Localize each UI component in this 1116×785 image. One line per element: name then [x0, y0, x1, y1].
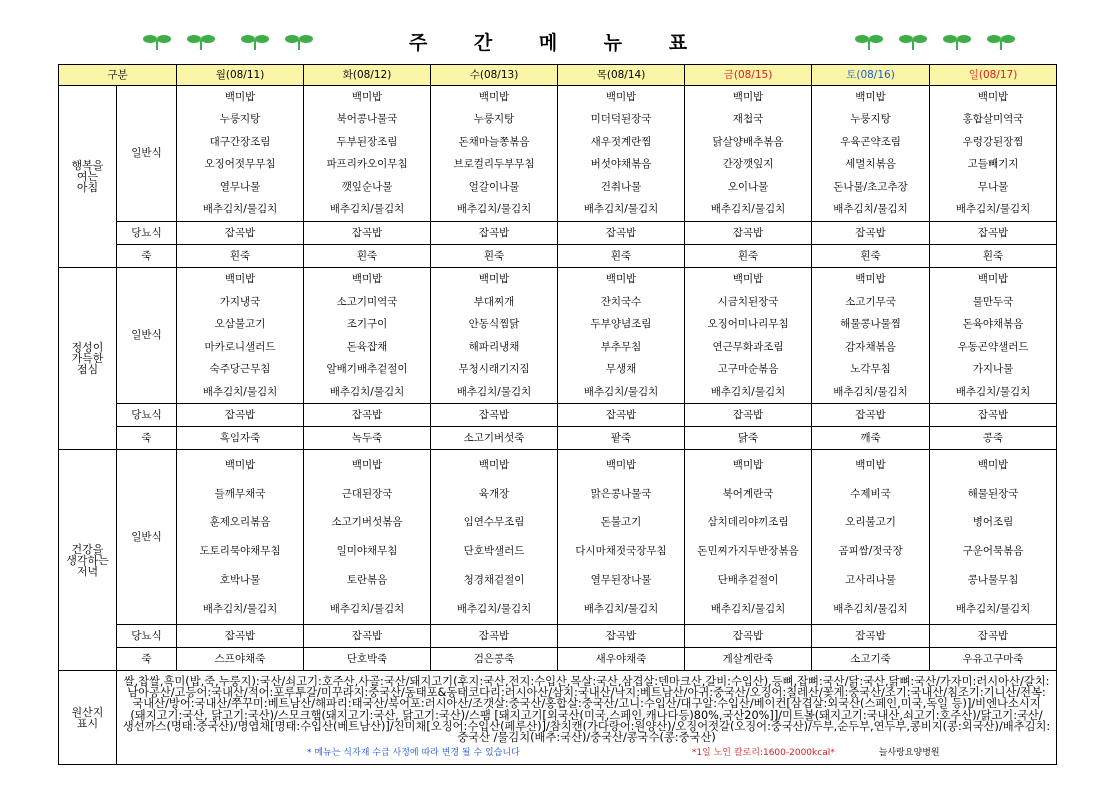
diabetic-diet-label: 당뇨식	[117, 221, 177, 244]
menu-item: 배추김치/물김치	[329, 603, 405, 616]
menu-item: 배추김치/물김치	[456, 385, 532, 398]
menu-item: 재첩국	[732, 113, 764, 126]
menu-item: 배추김치/물김치	[955, 385, 1031, 398]
diabetic-menu-cell: 잡곡밥	[930, 221, 1057, 244]
menu-item: 안동식찜닭	[468, 318, 520, 331]
day-header-sat: 토(08/16)	[812, 65, 930, 86]
porridge-menu-cell: 소고기버섯죽	[431, 427, 558, 450]
regular-menu-cell	[431, 450, 558, 625]
menu-item: 백미밥	[605, 90, 637, 103]
origin-label: 원산지 표시	[59, 671, 117, 765]
menu-item: 물만두국	[972, 295, 1014, 308]
menu-item: 오리불고기	[845, 516, 896, 529]
menu-item: 백미밥	[732, 458, 764, 471]
menu-item: 미더덕된장국	[590, 113, 652, 126]
menu-item: 우동곤약샐러드	[957, 340, 1029, 353]
porridge-menu-cell: 팥죽	[558, 427, 685, 450]
menu-item: 백미밥	[732, 273, 764, 286]
menu-item: 곰피쌈/젓국장	[838, 545, 903, 558]
meal-label-dinner: 건강을 생각하는 저녁	[59, 450, 117, 671]
menu-item: 돈민찌가지두반장볶음	[697, 545, 799, 558]
menu-item: 돈육야채볶음	[962, 318, 1024, 331]
menu-item: 배추김치/물김치	[329, 385, 405, 398]
menu-item: 버섯야채볶음	[590, 158, 652, 171]
day-header-sun: 일(08/17)	[930, 65, 1057, 86]
regular-menu-cell	[304, 86, 431, 222]
menu-item: 수제비국	[850, 487, 891, 500]
menu-item: 북어콩나물국	[336, 113, 398, 126]
meal-label-breakfast: 행복을 여는 아침	[59, 86, 117, 268]
menu-item: 무생채	[605, 363, 637, 376]
menu-item: 오삼불고기	[214, 318, 266, 331]
porridge-diet-label: 죽	[117, 245, 177, 268]
calorie-note: *1일 노인 칼로리:1600-2000kcal*	[691, 747, 835, 758]
porridge-menu-cell: 닭죽	[685, 427, 812, 450]
menu-item: 무나물	[977, 180, 1009, 193]
menu-item: 백미밥	[478, 458, 510, 471]
menu-item: 단호박샐러드	[463, 545, 525, 558]
porridge-menu-cell: 녹두죽	[304, 427, 431, 450]
menu-item: 숙주당근무침	[209, 363, 271, 376]
menu-item: 소고기버섯볶음	[331, 516, 403, 529]
menu-item: 배추김치/물김치	[710, 603, 786, 616]
menu-item: 새우젓계란찜	[590, 135, 652, 148]
day-header-tue: 화(08/12)	[304, 65, 431, 86]
diabetic-menu-cell: 잡곡밥	[685, 404, 812, 427]
menu-item: 배추김치/물김치	[456, 203, 532, 216]
menu-item: 백미밥	[977, 458, 1009, 471]
hospital-name: 늘사랑요양병원	[878, 747, 940, 758]
diabetic-menu-cell: 잡곡밥	[558, 624, 685, 647]
menu-item: 백미밥	[224, 273, 256, 286]
menu-item: 배추김치/물김치	[833, 385, 908, 398]
menu-item: 배추김치/물김치	[710, 203, 786, 216]
diabetic-menu-cell: 잡곡밥	[558, 404, 685, 427]
porridge-menu-cell: 흑임자죽	[177, 427, 304, 450]
porridge-menu-cell: 콩죽	[930, 427, 1057, 450]
regular-menu-cell	[685, 86, 812, 222]
porridge-menu-cell: 검은콩죽	[431, 648, 558, 671]
porridge-menu-cell: 단호박죽	[304, 648, 431, 671]
diabetic-menu-cell: 잡곡밥	[177, 404, 304, 427]
menu-item: 백미밥	[605, 458, 637, 471]
footer-notes	[117, 746, 1056, 760]
menu-item: 콩나물무침	[967, 574, 1019, 587]
day-header-fri: 금(08/15)	[685, 65, 812, 86]
regular-menu-cell	[304, 268, 431, 404]
diabetic-diet-label: 당뇨식	[117, 624, 177, 647]
regular-menu-cell	[431, 86, 558, 222]
menu-item: 북어계란국	[722, 487, 774, 500]
menu-item: 누룽지탕	[850, 113, 891, 126]
menu-item: 배추김치/물김치	[833, 603, 908, 616]
menu-item: 도토리묵야채무침	[199, 545, 281, 558]
menu-item: 열무된장나물	[590, 574, 652, 587]
menu-item: 무청시래기지짐	[458, 363, 530, 376]
diabetic-menu-cell: 잡곡밥	[431, 624, 558, 647]
day-header-mon: 월(08/11)	[177, 65, 304, 86]
regular-menu-cell	[685, 450, 812, 625]
porridge-diet-label: 죽	[117, 427, 177, 450]
menu-item: 조기구이	[346, 318, 388, 331]
page-title: 주 간 메 뉴 표	[408, 32, 708, 54]
diabetic-menu-cell: 잡곡밥	[177, 624, 304, 647]
menu-item: 부추무침	[600, 340, 642, 353]
regular-menu-cell	[930, 450, 1057, 625]
origin-info	[117, 671, 1057, 765]
regular-menu-cell	[431, 268, 558, 404]
regular-menu-cell	[812, 450, 930, 625]
menu-item: 백미밥	[478, 90, 510, 103]
porridge-menu-cell: 깨죽	[812, 427, 930, 450]
regular-menu-cell	[558, 268, 685, 404]
porridge-diet-label: 죽	[117, 648, 177, 671]
regular-menu-cell	[812, 268, 930, 404]
regular-menu-cell	[304, 450, 431, 625]
menu-item: 대구간장조림	[209, 135, 271, 148]
menu-item: 백미밥	[977, 273, 1009, 286]
weekly-menu-table	[58, 64, 1057, 765]
menu-item: 건취나물	[600, 180, 642, 193]
menu-item: 배추김치/물김치	[583, 603, 659, 616]
porridge-menu-cell: 흰죽	[812, 245, 930, 268]
porridge-menu-cell: 우유고구마죽	[930, 648, 1057, 671]
menu-item: 배추김치/물김치	[202, 603, 278, 616]
menu-item: 백미밥	[977, 90, 1009, 103]
menu-item: 잔치국수	[600, 295, 642, 308]
menu-item: 해파리냉채	[468, 340, 520, 353]
menu-item: 간장깻잎지	[722, 158, 774, 171]
porridge-menu-cell: 흰죽	[304, 245, 431, 268]
menu-item: 오이나물	[727, 180, 769, 193]
menu-item: 세멸치볶음	[845, 158, 896, 171]
porridge-menu-cell: 소고기죽	[812, 648, 930, 671]
diabetic-menu-cell: 잡곡밥	[431, 221, 558, 244]
menu-item: 훈제오리볶음	[209, 516, 271, 529]
menu-item: 소고기무국	[845, 295, 896, 308]
porridge-menu-cell: 게살계란죽	[685, 648, 812, 671]
menu-item: 두부양념조림	[590, 318, 652, 331]
menu-item: 홍합살미역국	[962, 113, 1024, 126]
diabetic-menu-cell: 잡곡밥	[685, 624, 812, 647]
porridge-menu-cell: 흰죽	[685, 245, 812, 268]
menu-item: 누룽지탕	[473, 113, 515, 126]
menu-item: 배추김치/물김치	[202, 385, 278, 398]
menu-item: 백미밥	[478, 273, 510, 286]
day-header-thu: 목(08/14)	[558, 65, 685, 86]
regular-menu-cell	[558, 450, 685, 625]
menu-item: 배추김치/물김치	[202, 203, 278, 216]
menu-item: 백미밥	[732, 90, 764, 103]
menu-item: 호박나물	[219, 574, 261, 587]
menu-item: 맑은콩나물국	[590, 487, 652, 500]
menu-item: 알배기배추겉절이	[326, 363, 408, 376]
menu-item: 얼갈이나물	[468, 180, 520, 193]
menu-item: 근대된장국	[341, 487, 393, 500]
menu-item: 오징어미나리무침	[707, 318, 789, 331]
menu-item: 시금치된장국	[717, 295, 779, 308]
regular-menu-cell	[177, 86, 304, 222]
menu-item: 배추김치/물김치	[955, 203, 1031, 216]
menu-item: 마카로니샐러드	[204, 340, 276, 353]
menu-change-notice: * 메뉴는 식자재 수급 사정에 따라 변경 될 수 있습니다	[307, 747, 520, 758]
menu-item: 돈채마늘쫑볶음	[458, 135, 530, 148]
diabetic-menu-cell: 잡곡밥	[812, 404, 930, 427]
diabetic-menu-cell: 잡곡밥	[930, 404, 1057, 427]
regular-diet-label: 일반식	[117, 86, 177, 222]
regular-menu-cell	[558, 86, 685, 222]
menu-item: 돈불고기	[600, 516, 642, 529]
regular-diet-label: 일반식	[117, 268, 177, 404]
menu-item: 임연수무조림	[463, 516, 525, 529]
day-header-wed: 수(08/13)	[431, 65, 558, 86]
menu-item: 돈나물/초고추장	[833, 180, 908, 193]
porridge-menu-cell: 새우야채죽	[558, 648, 685, 671]
menu-item: 백미밥	[855, 273, 886, 286]
menu-item: 두부된장조림	[336, 135, 398, 148]
regular-menu-cell	[812, 86, 930, 222]
menu-item: 해물된장국	[967, 487, 1019, 500]
menu-item: 고구마순볶음	[717, 363, 779, 376]
menu-item: 백미밥	[224, 458, 256, 471]
menu-item: 병어조림	[972, 516, 1014, 529]
menu-item: 백미밥	[224, 90, 256, 103]
meal-label-lunch: 정성이 가득한 점심	[59, 268, 117, 450]
menu-item: 다시마채젓국장무침	[575, 545, 667, 558]
menu-item: 소고기미역국	[336, 295, 398, 308]
menu-item: 브로컬리두부무침	[453, 158, 535, 171]
menu-item: 들깨무채국	[214, 487, 266, 500]
diabetic-menu-cell: 잡곡밥	[558, 221, 685, 244]
category-header: 구분	[59, 65, 177, 86]
menu-item: 가지나물	[972, 363, 1014, 376]
menu-item: 파프리카오이무침	[326, 158, 408, 171]
menu-item: 노각무침	[850, 363, 891, 376]
menu-item: 배추김치/물김치	[833, 203, 908, 216]
menu-item: 고사리나물	[845, 574, 896, 587]
diabetic-menu-cell: 잡곡밥	[304, 221, 431, 244]
menu-item: 일미야채무침	[336, 545, 398, 558]
regular-diet-label: 일반식	[117, 450, 177, 625]
menu-item: 구운어묵볶음	[962, 545, 1024, 558]
menu-item: 배추김치/물김치	[710, 385, 786, 398]
diabetic-menu-cell: 잡곡밥	[304, 624, 431, 647]
menu-item: 백미밥	[605, 273, 637, 286]
menu-item: 누룽지탕	[219, 113, 261, 126]
porridge-menu-cell: 흰죽	[431, 245, 558, 268]
regular-menu-cell	[177, 268, 304, 404]
menu-item: 깻잎순나물	[341, 180, 393, 193]
menu-item: 가지냉국	[219, 295, 261, 308]
diabetic-menu-cell: 잡곡밥	[304, 404, 431, 427]
menu-item: 청경채겉절이	[463, 574, 525, 587]
menu-item: 우육곤약조림	[840, 135, 901, 148]
diabetic-menu-cell: 잡곡밥	[431, 404, 558, 427]
menu-item: 우렁강된장찜	[962, 135, 1024, 148]
menu-item: 배추김치/물김치	[329, 203, 405, 216]
regular-menu-cell	[930, 268, 1057, 404]
regular-menu-cell	[177, 450, 304, 625]
menu-item: 육개장	[478, 487, 510, 500]
porridge-menu-cell: 흰죽	[558, 245, 685, 268]
menu-item: 열무나물	[219, 180, 261, 193]
menu-item: 배추김치/물김치	[583, 203, 659, 216]
diabetic-menu-cell: 잡곡밥	[177, 221, 304, 244]
porridge-menu-cell: 스프야채죽	[177, 648, 304, 671]
menu-item: 토란볶음	[346, 574, 388, 587]
menu-item: 백미밥	[351, 273, 383, 286]
origin-text: 쌀,찹쌀,흑미(밥,죽,누룽지):국산/쇠고기:호주산,사골:국산/돼지고기(후지:국산,전지:수입산,목살:국산,삼겹살:덴마크산,갈비:수입산),등뼈,잡뼈:국산/닭:국산,닭뼈:국산/가자미:러시아산/갈치:남아공산/고등어:국내산/적어:포루투갈/미꾸라지:중국산/동태포&동태코다리:러시아산/삼치:국내산/낙지:베트남산/아귀:중국산/오징어:칠레산/꽃게:중국산/조기:국내산/침조기:기니산/전복:국내산/방어:국내산/쭈꾸미:베트남산/해파리:태국산/북어포:러시아산/조갯살:중국산/홍합살:중국산/고니:수입산/대구알:수입산/베이컨[삼겹살:외국산(스페인,미국,독일 등)]/비엔나소시지(돼지고기:국산, 닭고기:국산)/스모크햄(돼지고기:국산, 닭고기:국산)/스팸 [돼지고기[외국산(미국,스페인,캐나다등)80%,국산20%]]/미트볼(돼지고기:국내산,쇠고기:호주산)/닭고기:국산/생선까스(명태:중국산)/명엽채[명태:수입산(베트남산)]/진미채[오징어:수입산(페루산)]/참치캔(가다랑어:원양산)/오징어젓갈(오징어:중국산)/두부,순두부,연두부,콩비지(콩:외국산)/배추김치:중국산 /물김치(배추:국산)/중국산/콩국수(콩:중국산)	[122, 674, 1051, 745]
menu-item: 고들빼기지	[967, 158, 1019, 171]
menu-item: 백미밥	[855, 458, 886, 471]
menu-item: 연근무화과조림	[712, 340, 784, 353]
menu-item: 백미밥	[351, 90, 383, 103]
porridge-menu-cell: 흰죽	[930, 245, 1057, 268]
diabetic-menu-cell: 잡곡밥	[685, 221, 812, 244]
menu-item: 단배추겉절이	[717, 574, 779, 587]
menu-item: 해물콩나물찜	[840, 318, 901, 331]
menu-item: 닭살양배추볶음	[712, 135, 784, 148]
diabetic-diet-label: 당뇨식	[117, 404, 177, 427]
regular-menu-cell	[930, 86, 1057, 222]
menu-item: 배추김치/물김치	[955, 603, 1031, 616]
menu-item: 감자채볶음	[845, 340, 896, 353]
diabetic-menu-cell: 잡곡밥	[812, 221, 930, 244]
menu-item: 백미밥	[351, 458, 383, 471]
menu-item: 배추김치/물김치	[583, 385, 659, 398]
menu-item: 부대찌개	[473, 295, 515, 308]
menu-item: 백미밥	[855, 90, 886, 103]
diabetic-menu-cell: 잡곡밥	[930, 624, 1057, 647]
regular-menu-cell	[685, 268, 812, 404]
menu-item: 삼치데리야끼조림	[707, 516, 789, 529]
menu-item: 돈육잡채	[346, 340, 388, 353]
menu-item: 오징어젓무무침	[204, 158, 276, 171]
porridge-menu-cell: 흰죽	[177, 245, 304, 268]
menu-item: 배추김치/물김치	[456, 603, 532, 616]
diabetic-menu-cell: 잡곡밥	[812, 624, 930, 647]
